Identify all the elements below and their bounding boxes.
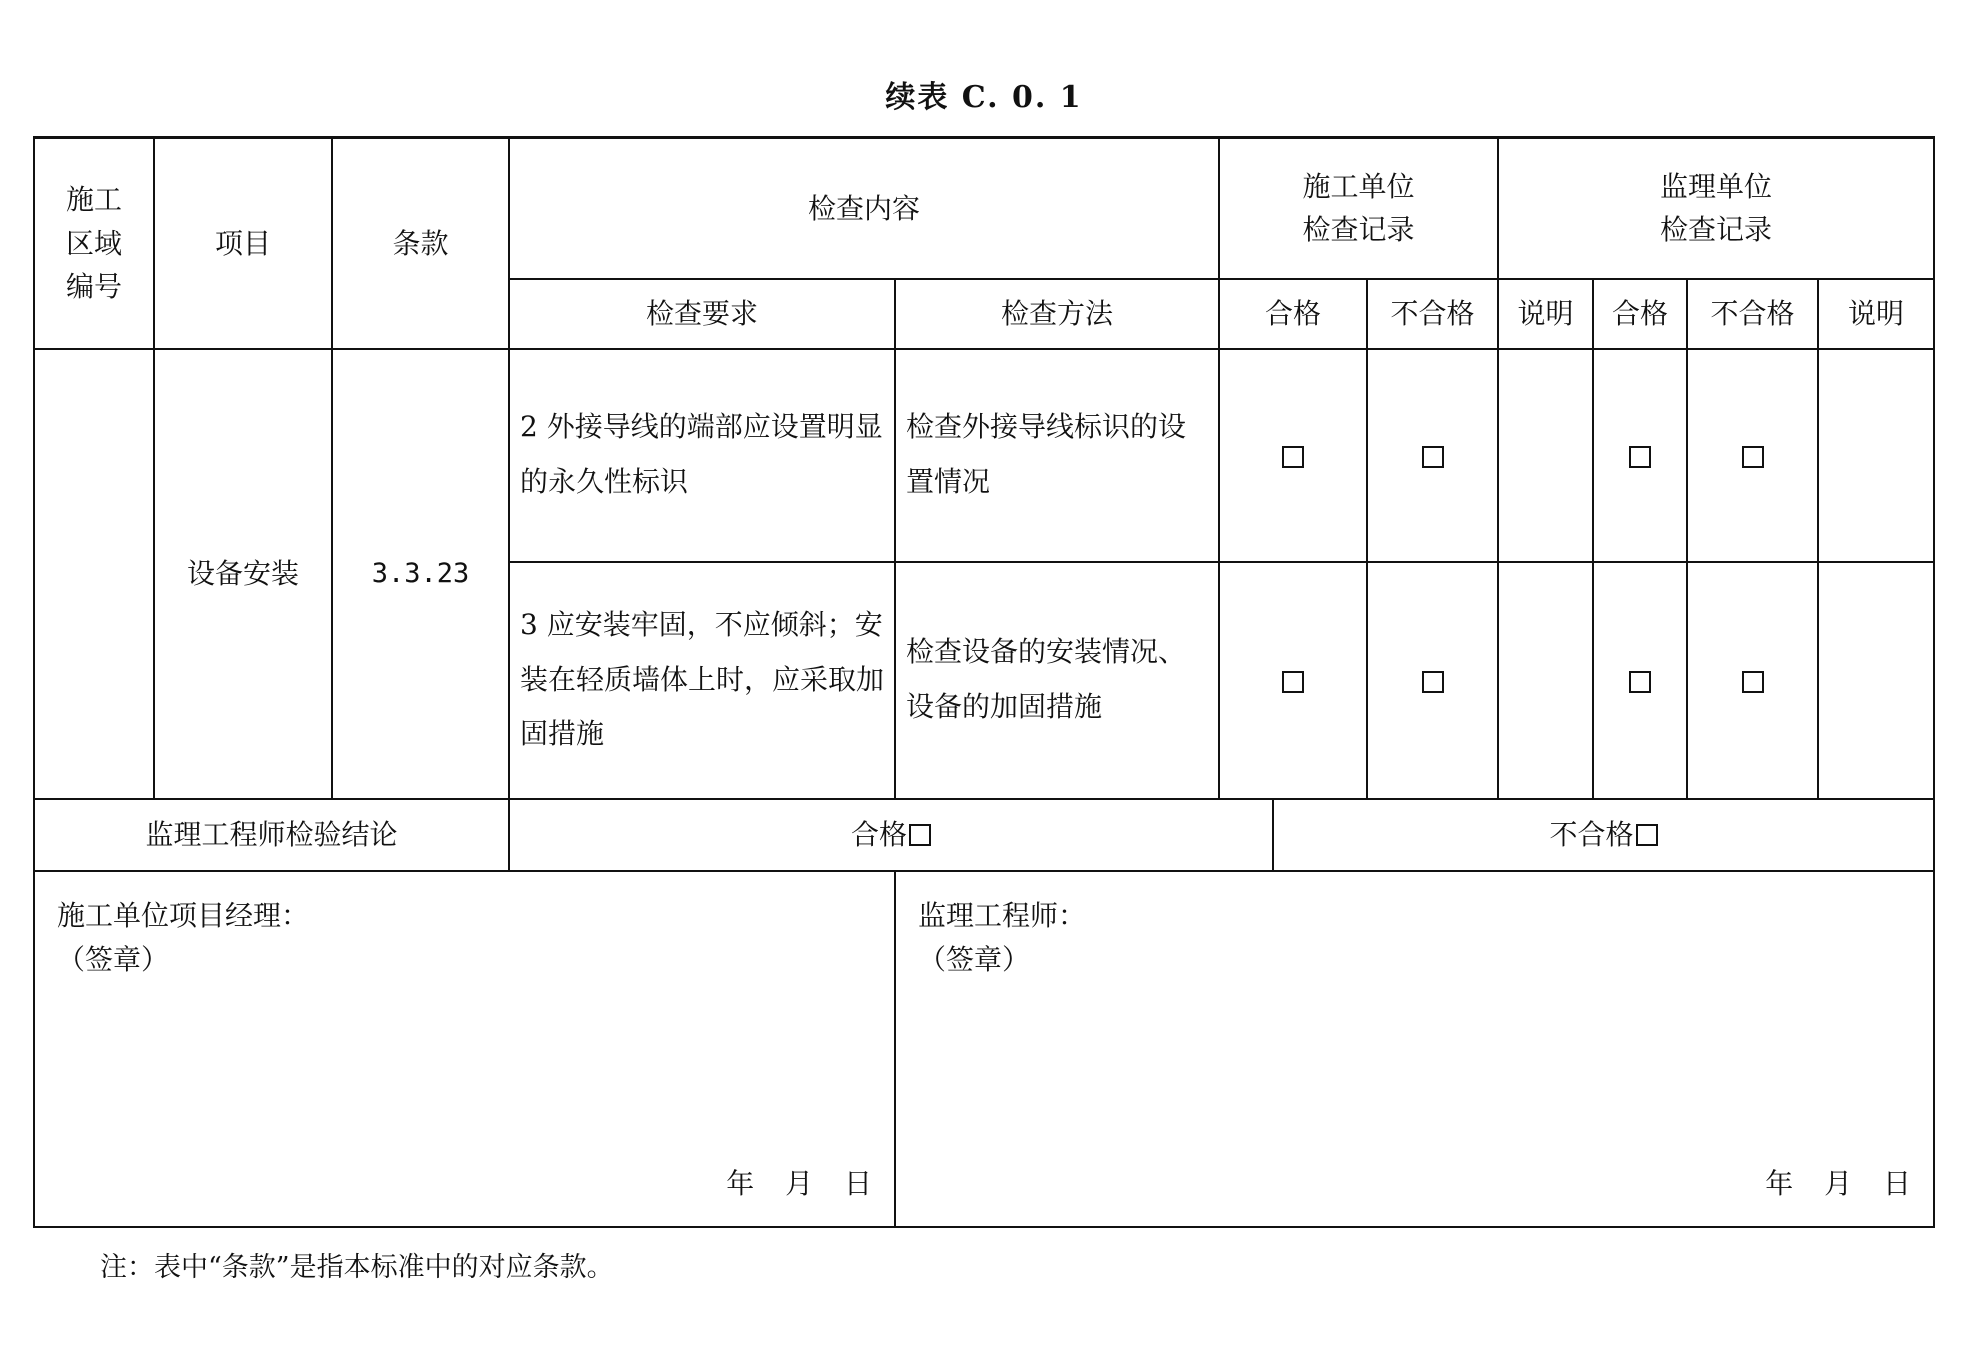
- supervisor-qualified-checkbox-1[interactable]: [1593, 349, 1687, 562]
- clause-no: 3.3.23: [332, 349, 509, 799]
- checkbox-icon: [1742, 446, 1764, 468]
- header-clause: 条款: [332, 138, 509, 349]
- contractor-unqualified-checkbox-2[interactable]: [1367, 562, 1498, 799]
- conclusion-unqualified[interactable]: [1273, 799, 1934, 871]
- conclusion-unqualified-label: 不合格: [1549, 817, 1634, 851]
- checkbox-icon: [1282, 446, 1304, 468]
- contractor-signature-label-block: [57, 894, 309, 984]
- supervisor-qualified-checkbox-2[interactable]: [1593, 562, 1687, 799]
- header-supervisor-qualified: 合格: [1593, 279, 1687, 349]
- contractor-qualified-checkbox-2[interactable]: [1219, 562, 1367, 799]
- table-title: 续表 C. 0. 1: [885, 80, 1083, 115]
- checkbox-icon: [1422, 671, 1444, 693]
- contractor-manager-label: 施工单位项目经理：: [57, 898, 310, 932]
- checkbox-icon: [1422, 446, 1444, 468]
- contractor-unqualified-checkbox-1[interactable]: [1367, 349, 1498, 562]
- conclusion-label: 监理工程师检验结论: [34, 799, 509, 871]
- supervisor-remark-1[interactable]: [1818, 349, 1934, 562]
- checkbox-icon: [1629, 671, 1651, 693]
- supervisor-engineer-label: 监理工程师：: [918, 898, 1087, 932]
- contractor-date: 年 月 日: [726, 1167, 872, 1201]
- header-supervisor-remark: 说明: [1818, 279, 1934, 349]
- checkbox-icon: [1636, 824, 1658, 846]
- header-contractor-remark: 说明: [1498, 279, 1593, 349]
- supervisor-date: 年 月 日: [1765, 1167, 1912, 1201]
- header-contractor-unqualified: 不合格: [1367, 279, 1498, 349]
- header-check-method: 检查方法: [895, 279, 1219, 349]
- header-supervisor-unqualified: 不合格: [1687, 279, 1818, 349]
- contractor-seal-label: （签章）: [57, 943, 170, 977]
- contractor-remark-2[interactable]: [1498, 562, 1593, 799]
- checkbox-icon: [909, 824, 931, 846]
- supervisor-remark-2[interactable]: [1818, 562, 1934, 799]
- requirement-3: 3 应安装牢固，不应倾斜；安装在轻质墙体上时，应采取加固措施: [509, 562, 895, 799]
- header-supervisor-record: 监理单位 检查记录: [1498, 138, 1934, 279]
- header-contractor-qualified: 合格: [1219, 279, 1367, 349]
- supervisor-signature-label-block: [918, 894, 1086, 984]
- requirement-2: 2 外接导线的端部应设置明显的永久性标识: [509, 349, 895, 562]
- method-2: 检查外接导线标识的设置情况: [895, 349, 1219, 562]
- method-3: 检查设备的安装情况、设备的加固措施: [895, 562, 1219, 799]
- header-area-no: 施工 区域 编号: [34, 138, 154, 349]
- supervisor-seal-label: （签章）: [918, 943, 1031, 977]
- item-name: 设备安装: [154, 349, 332, 799]
- header-item: 项目: [154, 138, 332, 349]
- conclusion-qualified[interactable]: [509, 799, 1273, 871]
- supervisor-unqualified-checkbox-2[interactable]: [1687, 562, 1818, 799]
- checkbox-icon: [1282, 671, 1304, 693]
- header-contractor-record: 施工单位 检查记录: [1219, 138, 1498, 279]
- conclusion-qualified-label: 合格: [851, 817, 908, 851]
- area-no-cell: [34, 349, 154, 799]
- supervisor-signature-area[interactable]: [895, 871, 1934, 1227]
- contractor-qualified-checkbox-1[interactable]: [1219, 349, 1367, 562]
- inspection-table: [33, 136, 1935, 1228]
- header-check-requirement: 检查要求: [509, 279, 895, 349]
- checkbox-icon: [1629, 446, 1651, 468]
- contractor-signature-area[interactable]: [34, 871, 895, 1227]
- header-check-content: 检查内容: [509, 138, 1219, 279]
- supervisor-unqualified-checkbox-1[interactable]: [1687, 349, 1818, 562]
- checkbox-icon: [1742, 671, 1764, 693]
- contractor-remark-1[interactable]: [1498, 349, 1593, 562]
- table-note: 注：表中“条款”是指本标准中的对应条款。: [100, 1252, 614, 1283]
